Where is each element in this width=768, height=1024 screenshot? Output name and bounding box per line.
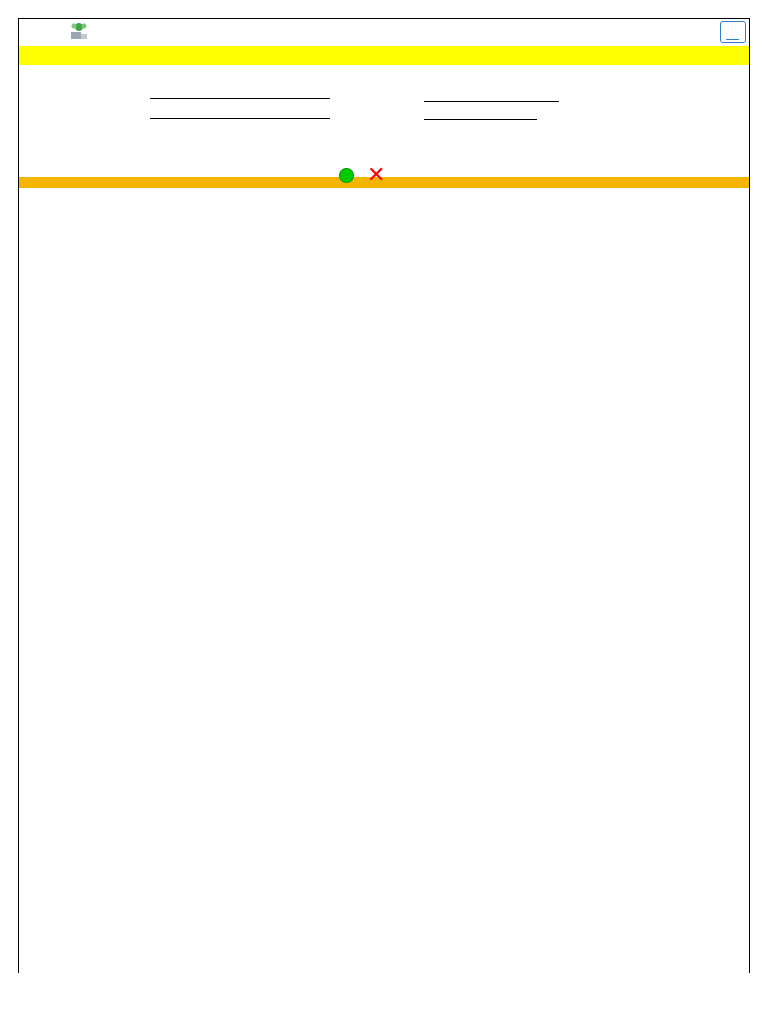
green-circle-icon (339, 168, 354, 183)
inspector-underline (150, 118, 330, 119)
tree-building-icon (68, 21, 90, 41)
gm-logo (720, 21, 746, 43)
location-underline (424, 119, 537, 120)
red-x-icon: ✕ (367, 163, 386, 188)
frame-top-border (18, 18, 749, 19)
frame-left-border (18, 18, 19, 973)
yellow-header-band (19, 46, 749, 65)
sustainable-workplaces-logo (22, 21, 102, 43)
frame-right-border (749, 18, 750, 973)
gm-logo-underline (726, 39, 739, 41)
date-underline (424, 101, 559, 102)
area-underline (150, 98, 330, 99)
